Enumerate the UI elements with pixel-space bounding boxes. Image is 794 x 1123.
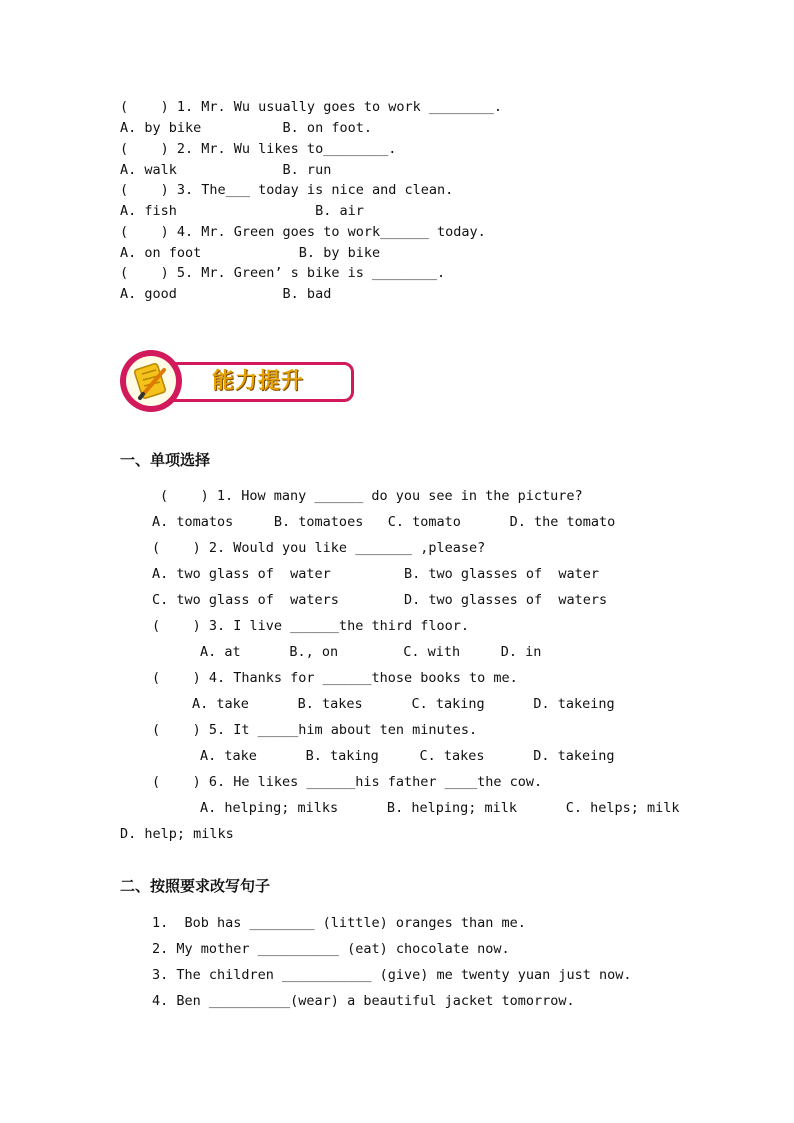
rewrite-line: 2. My mother __________ (eat) chocolate now. [152, 941, 510, 957]
section1-heading: 一、单项选择 [120, 451, 211, 469]
question-line: ( ) 1. How many ______ do you see in the picture? [160, 488, 583, 504]
options-line: A. at B., on C. with D. in [200, 644, 542, 660]
section-banner [120, 350, 360, 416]
section2-heading: 二、按照要求改写句子 [120, 877, 271, 895]
reading-options-line: A. walk B. run [120, 162, 332, 178]
banner-title: 能力提升 [212, 369, 305, 394]
options-line: A. take B. taking C. takes D. takeing [200, 748, 615, 764]
options-line: C. two glass of waters D. two glasses of waters [152, 592, 608, 608]
options-line: A. take B. takes C. taking D. takeing [192, 696, 615, 712]
question-line: ( ) 2. Would you like _______ ,please? [152, 540, 486, 556]
reading-options-line: A. good B. bad [120, 286, 332, 302]
reading-options-line: A. on foot B. by bike [120, 245, 381, 261]
question-line: ( ) 3. I live ______the third floor. [152, 618, 469, 634]
rewrite-line: 4. Ben __________(wear) a beautiful jacket tomorrow. [152, 993, 575, 1009]
options-line: D. help; milks [120, 826, 234, 842]
options-line: A. two glass of water B. two glasses of water [152, 566, 600, 582]
question-line: ( ) 6. He likes ______his father ____the cow. [152, 774, 543, 790]
reading-question-line: ( ) 3. The___ today is nice and clean. [120, 182, 454, 198]
reading-question-line: ( ) 5. Mr. Green’ s bike is ________. [120, 265, 446, 281]
reading-question-line: ( ) 4. Mr. Green goes to work______ today. [120, 224, 486, 240]
question-line: ( ) 5. It _____him about ten minutes. [152, 722, 478, 738]
reading-options-line: A. by bike B. on foot. [120, 120, 372, 136]
reading-question-line: ( ) 2. Mr. Wu likes to________. [120, 141, 397, 157]
rewrite-line: 3. The children ___________ (give) me twenty yuan just now. [152, 967, 632, 983]
options-line: A. tomatos B. tomatoes C. tomato D. the tomato [152, 514, 616, 530]
reading-options-line: A. fish B. air [120, 203, 364, 219]
options-line: A. helping; milks B. helping; milk C. helps; milk [200, 800, 680, 816]
reading-question-line: ( ) 1. Mr. Wu usually goes to work ________. [120, 99, 503, 115]
question-line: ( ) 4. Thanks for ______those books to me. [152, 670, 518, 686]
notebook-pencil-icon [120, 350, 182, 412]
rewrite-line: 1. Bob has ________ (little) oranges than me. [152, 915, 526, 931]
